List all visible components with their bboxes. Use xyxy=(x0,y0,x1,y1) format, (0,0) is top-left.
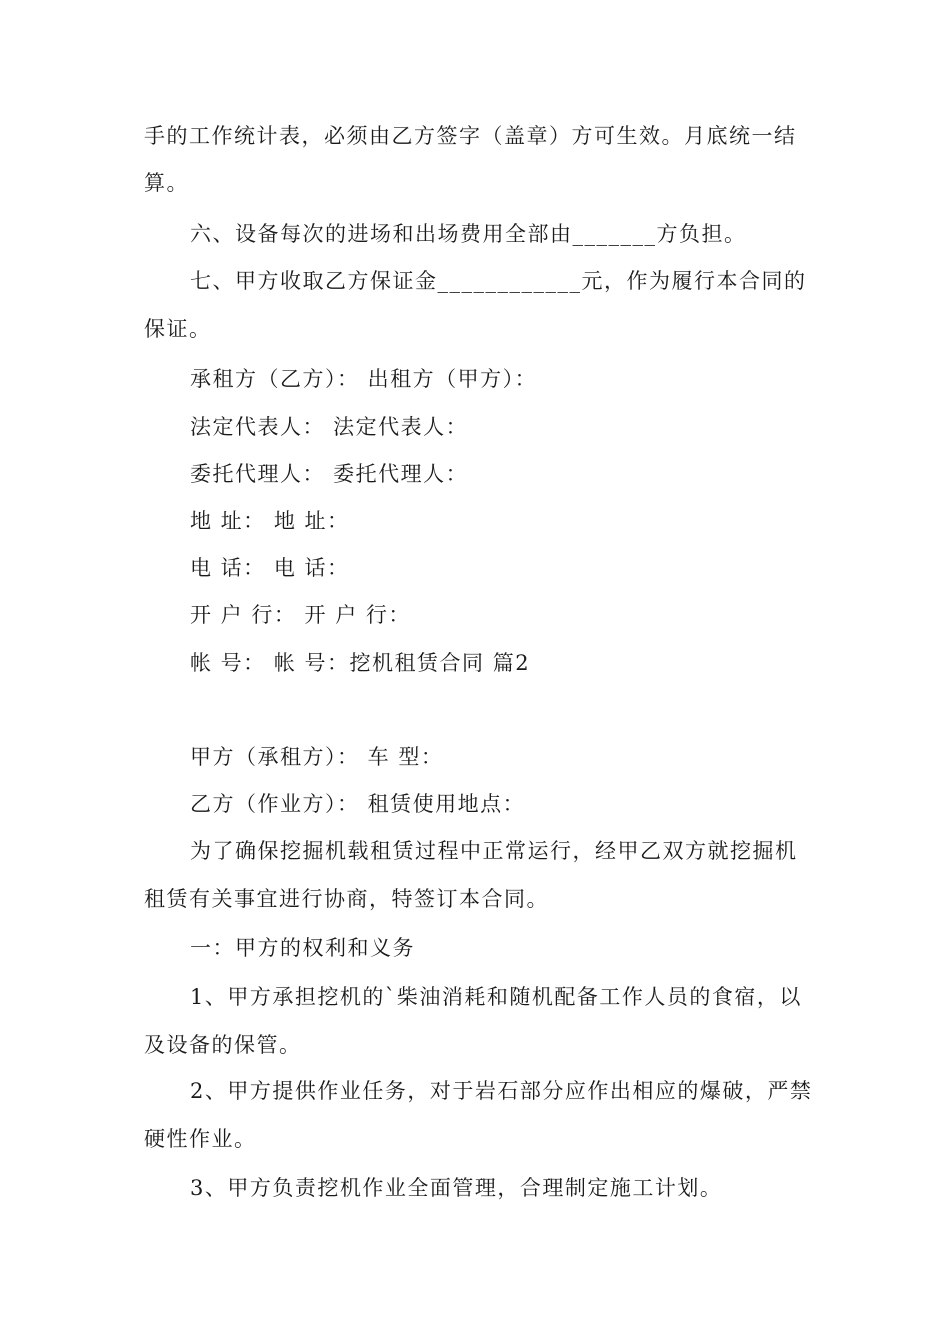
paragraph-line: 及设备的保管。 xyxy=(144,1033,302,1057)
party-line: 乙方（作业方）： 租赁使用地点： xyxy=(190,792,526,816)
paragraph-line: 算。 xyxy=(144,171,189,195)
paragraph-line: 保证。 xyxy=(144,317,212,341)
signature-line: 承租方（乙方）： 出租方（甲方）： xyxy=(190,367,538,391)
paragraph-line: 3、甲方负责挖机作业全面管理，合理制定施工计划。 xyxy=(190,1176,723,1200)
party-line: 甲方（承租方）： 车 型： xyxy=(190,745,444,769)
paragraph-line: 2、甲方提供作业任务，对于岩石部分应作出相应的爆破，严禁 xyxy=(190,1079,813,1103)
paragraph-line: 为了确保挖掘机载租赁过程中正常运行，经甲乙双方就挖掘机 xyxy=(190,839,798,863)
paragraph-line: 手的工作统计表，必须由乙方签字（盖章）方可生效。月底统一结 xyxy=(144,124,797,148)
signature-line: 帐 号： 帐 号：挖机租赁合同 篇2 xyxy=(190,651,531,675)
signature-line: 地 址： 地 址： xyxy=(190,509,350,533)
section-heading: 一：甲方的权利和义务 xyxy=(190,936,415,960)
signature-line: 委托代理人： 委托代理人： xyxy=(190,462,469,486)
paragraph-line: 六、设备每次的进场和出场费用全部由_______方负担。 xyxy=(190,222,747,246)
paragraph-line: 1、甲方承担挖机的`柴油消耗和随机配备工作人员的食宿，以 xyxy=(190,985,802,1009)
paragraph-line: 硬性作业。 xyxy=(144,1127,257,1151)
paragraph-line: 七、甲方收取乙方保证金____________元，作为履行本合同的 xyxy=(190,269,807,293)
signature-line: 电 话： 电 话： xyxy=(190,556,350,580)
signature-line: 开 户 行： 开 户 行： xyxy=(190,603,411,627)
signature-line: 法定代表人： 法定代表人： xyxy=(190,415,469,439)
paragraph-line: 租赁有关事宜进行协商，特签订本合同。 xyxy=(144,887,549,911)
